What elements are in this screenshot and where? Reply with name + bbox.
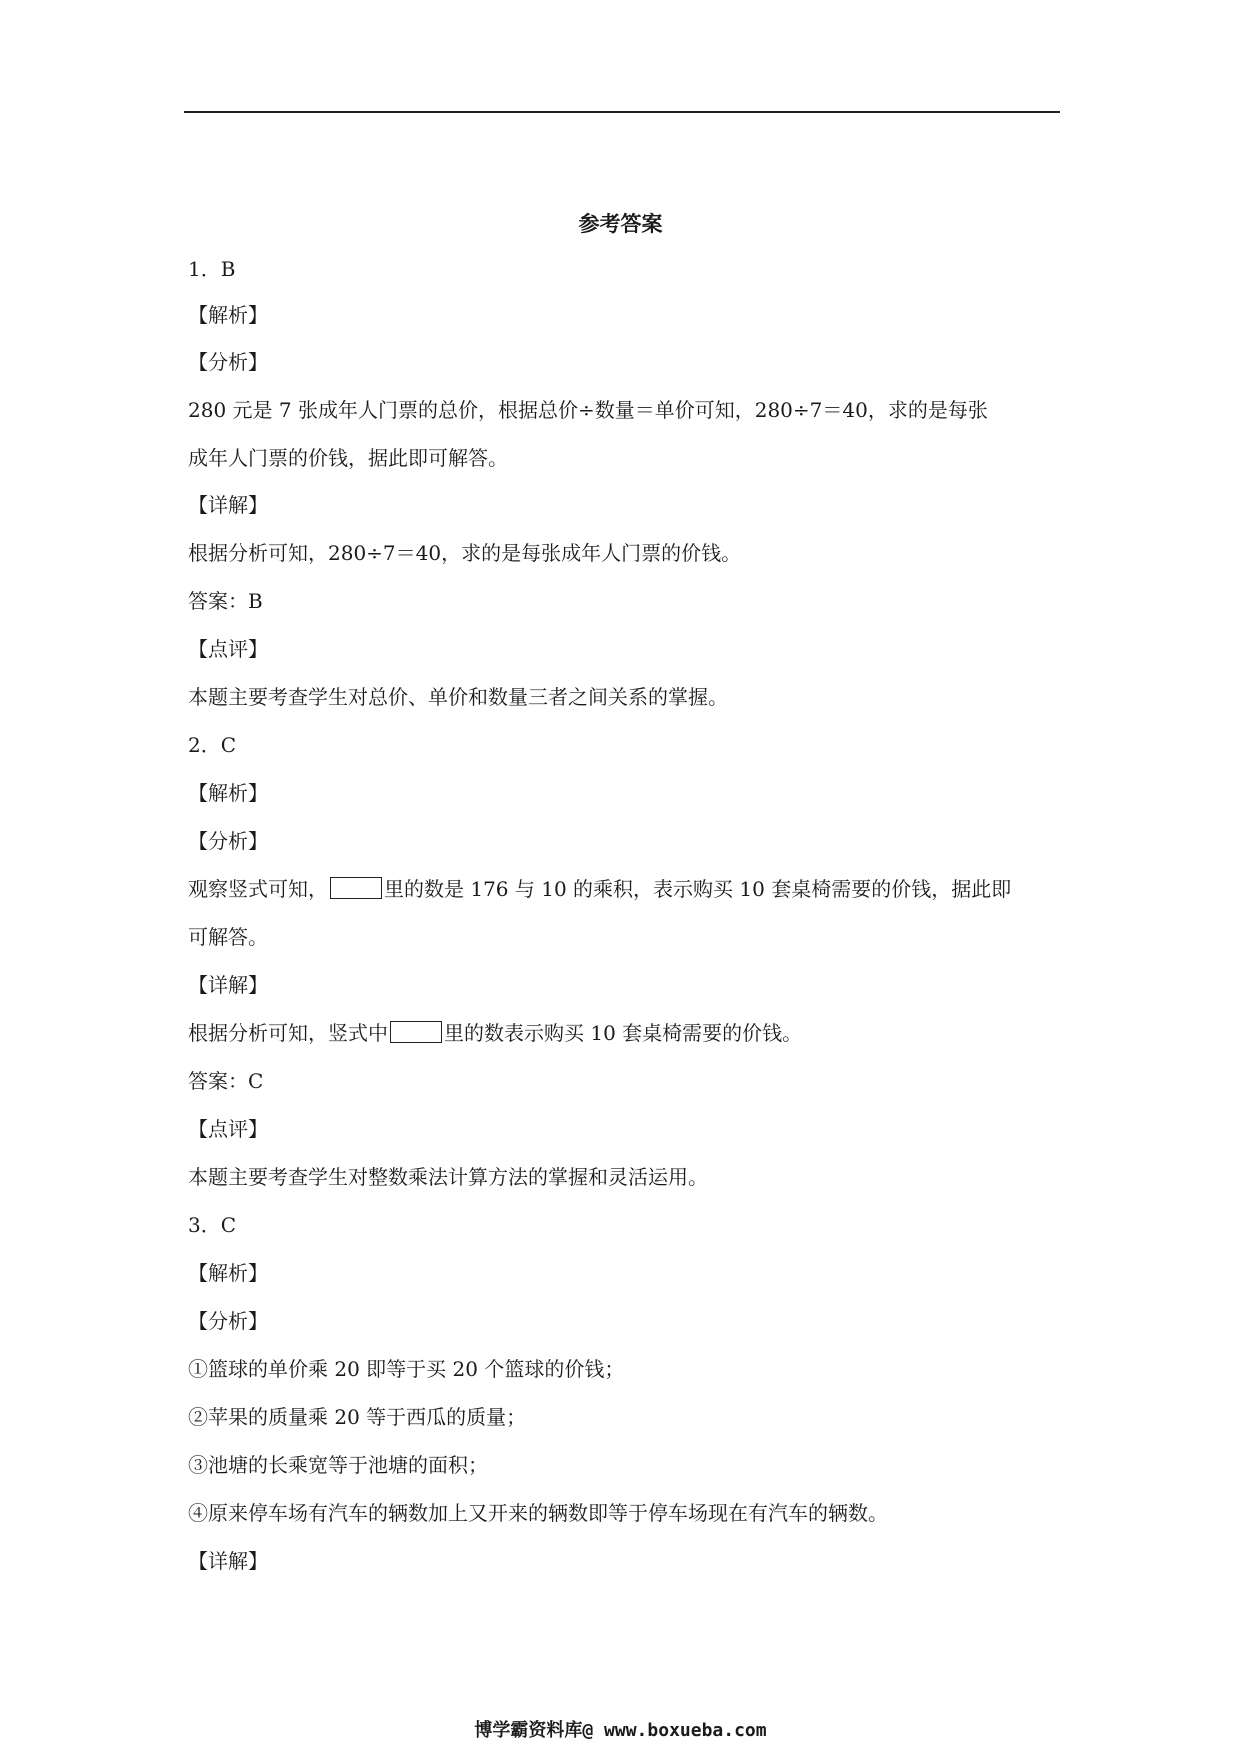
q1-fenxi-heading: 【分析】: [188, 350, 268, 374]
q3-xiangjie-heading: 【详解】: [188, 1549, 268, 1573]
q2-comment: 本题主要考查学生对整数乘法计算方法的掌握和灵活运用。: [188, 1165, 708, 1189]
q1-xiangjie-heading: 【详解】: [188, 493, 268, 517]
q1-detail: 根据分析可知，280÷7＝40，求的是每张成年人门票的价钱。: [188, 541, 742, 565]
q2-dianping-heading: 【点评】: [188, 1117, 268, 1141]
q2-analysis-text-a: 观察竖式可知，: [188, 877, 328, 901]
q2-fenxi-heading: 【分析】: [188, 829, 268, 853]
q2-analysis-line-2: 可解答。: [188, 925, 268, 949]
header-rule: [184, 111, 1060, 113]
q2-analysis-line-1: [188, 876, 1011, 902]
blank-box: [390, 1021, 442, 1043]
q1-comment: 本题主要考查学生对总价、单价和数量三者之间关系的掌握。: [188, 685, 728, 709]
q2-xiangjie-heading: 【详解】: [188, 973, 268, 997]
q2-detail-text-a: 根据分析可知，竖式中: [188, 1021, 388, 1045]
q2-final-answer: 答案：C: [188, 1069, 264, 1093]
q2-answer: 2．C: [188, 733, 237, 757]
footer-watermark: 博学霸资料库@ www.boxueba.com: [474, 1720, 767, 1741]
q1-dianping-heading: 【点评】: [188, 637, 268, 661]
q1-analysis-line-2: 成年人门票的价钱，据此即可解答。: [188, 446, 508, 470]
q3-fenxi-heading: 【分析】: [188, 1309, 268, 1333]
page-title: 参考答案: [578, 211, 663, 236]
q2-analysis-text-b: 里的数是 176 与 10 的乘积，表示购买 10 套桌椅需要的价钱，据此即: [384, 877, 1012, 901]
q3-item-3: ③池塘的长乘宽等于池塘的面积；: [188, 1453, 488, 1477]
q2-jiexi-heading: 【解析】: [188, 781, 268, 805]
blank-box: [330, 877, 382, 899]
q3-answer: 3．C: [188, 1213, 237, 1237]
q3-item-4: ④原来停车场有汽车的辆数加上又开来的辆数即等于停车场现在有汽车的辆数。: [188, 1501, 888, 1525]
q1-jiexi-heading: 【解析】: [188, 303, 268, 327]
q2-detail-text-b: 里的数表示购买 10 套桌椅需要的价钱。: [444, 1021, 803, 1045]
q1-final-answer: 答案：B: [188, 589, 263, 613]
q2-detail: [188, 1020, 802, 1046]
q1-answer: 1．B: [188, 257, 236, 281]
q3-item-2: ②苹果的质量乘 20 等于西瓜的质量；: [188, 1405, 527, 1429]
q3-jiexi-heading: 【解析】: [188, 1261, 268, 1285]
q1-analysis-line-1: 280 元是 7 张成年人门票的总价，根据总价÷数量＝单价可知，280÷7＝40，求的是每张: [188, 398, 988, 422]
q3-item-1: ①篮球的单价乘 20 即等于买 20 个篮球的价钱；: [188, 1357, 625, 1381]
